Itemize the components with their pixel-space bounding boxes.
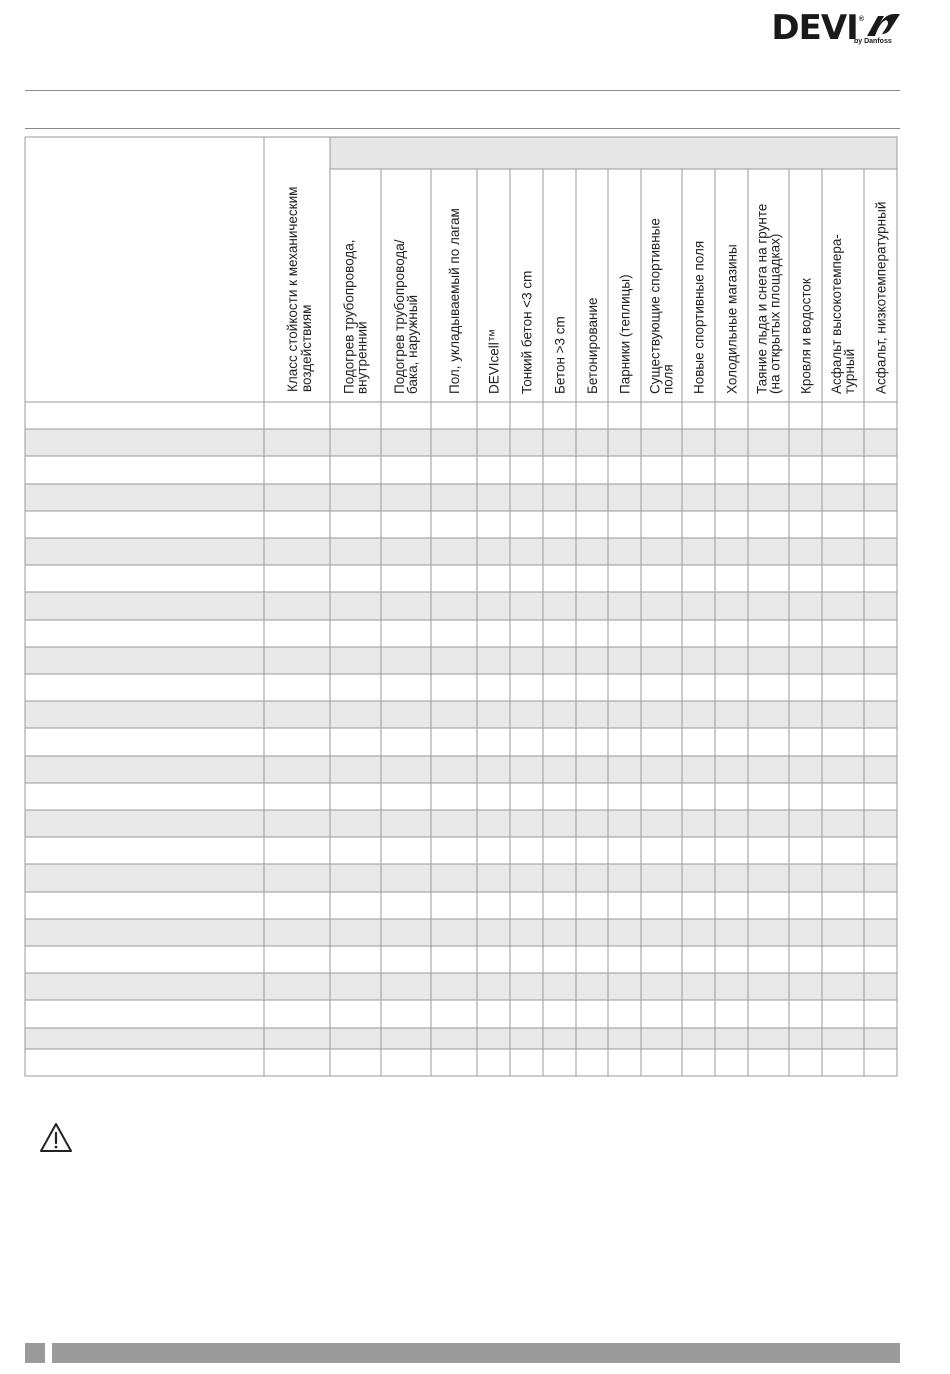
table-row <box>25 973 897 1000</box>
table-row <box>25 511 897 538</box>
header-application-line: Асфальт высокотемпера- <box>829 234 844 394</box>
footer-bar <box>52 1343 900 1363</box>
header-application-line: Кровля и водосток <box>798 278 814 394</box>
table-row <box>25 892 897 919</box>
header-application-line: Подогрев трубопровода, <box>341 239 357 394</box>
logo-brand: DEVI <box>771 8 858 48</box>
table-row <box>25 946 897 973</box>
footer-page-marker <box>25 1343 45 1363</box>
table-row <box>25 1049 897 1076</box>
table-row <box>25 756 897 783</box>
header-application-line: Парники (теплицы) <box>617 274 633 394</box>
table-row <box>25 728 897 756</box>
logo-registered-mark: ® <box>858 16 864 23</box>
header-application <box>553 316 568 394</box>
header-application-line: поля <box>660 364 676 394</box>
header-application-line: турный <box>842 348 857 394</box>
header-application-line: Пол, укладываемый по лагам <box>447 208 462 394</box>
table-row <box>25 456 897 484</box>
header-class-line1: Класс стойкости к механическим <box>285 186 300 392</box>
header-application-line: Таяние льда и снега на грунте <box>754 203 770 394</box>
table-row <box>25 919 897 946</box>
header-application-line: Тонкий бетон <3 cm <box>519 270 535 394</box>
table-row <box>25 484 897 511</box>
table-row <box>25 1028 897 1049</box>
table-row <box>25 429 897 456</box>
table-row <box>25 592 897 620</box>
header-application-line: Холодильные магазины <box>724 244 740 394</box>
header-application <box>692 241 707 394</box>
header-application-line: Бетон >3 cm <box>552 316 568 394</box>
table-row <box>25 810 897 837</box>
header-application <box>520 271 535 394</box>
header-application-line: бака, наружный <box>405 294 420 394</box>
table-row <box>25 620 897 647</box>
header-application-line: (на открытых площадках) <box>767 233 783 394</box>
header-application <box>487 329 502 394</box>
header-application-line: Асфальт, низкотемпературный <box>873 201 889 394</box>
table-row <box>25 1000 897 1028</box>
logo-by-danfoss: by Danfoss <box>854 38 892 45</box>
header-application <box>799 278 814 394</box>
table-row <box>25 538 897 565</box>
header-application-line: Существующие спортивные <box>647 218 663 394</box>
header-application-line: Новые спортивные поля <box>691 240 707 394</box>
table-row <box>25 647 897 674</box>
header-application-line: Подогрев трубопровода/ <box>392 239 407 394</box>
header-application <box>585 297 600 394</box>
table-row <box>25 837 897 864</box>
header-application <box>725 244 740 394</box>
header-application-line: внутренний <box>354 321 370 394</box>
header-application <box>618 274 633 394</box>
header-class-line2: воздействиям <box>299 304 314 392</box>
header-application-line: Бетонирование <box>585 297 600 394</box>
table-row <box>25 565 897 592</box>
header-application <box>874 202 889 394</box>
table-row <box>25 864 897 892</box>
header-application <box>447 208 462 394</box>
table-row <box>25 783 897 810</box>
table-row <box>25 402 897 429</box>
table-row <box>25 674 897 701</box>
warning-icon <box>38 1120 74 1156</box>
header-group-band <box>330 137 897 169</box>
header-application-line: DEVIcell™ <box>486 328 502 394</box>
table-row <box>25 701 897 728</box>
